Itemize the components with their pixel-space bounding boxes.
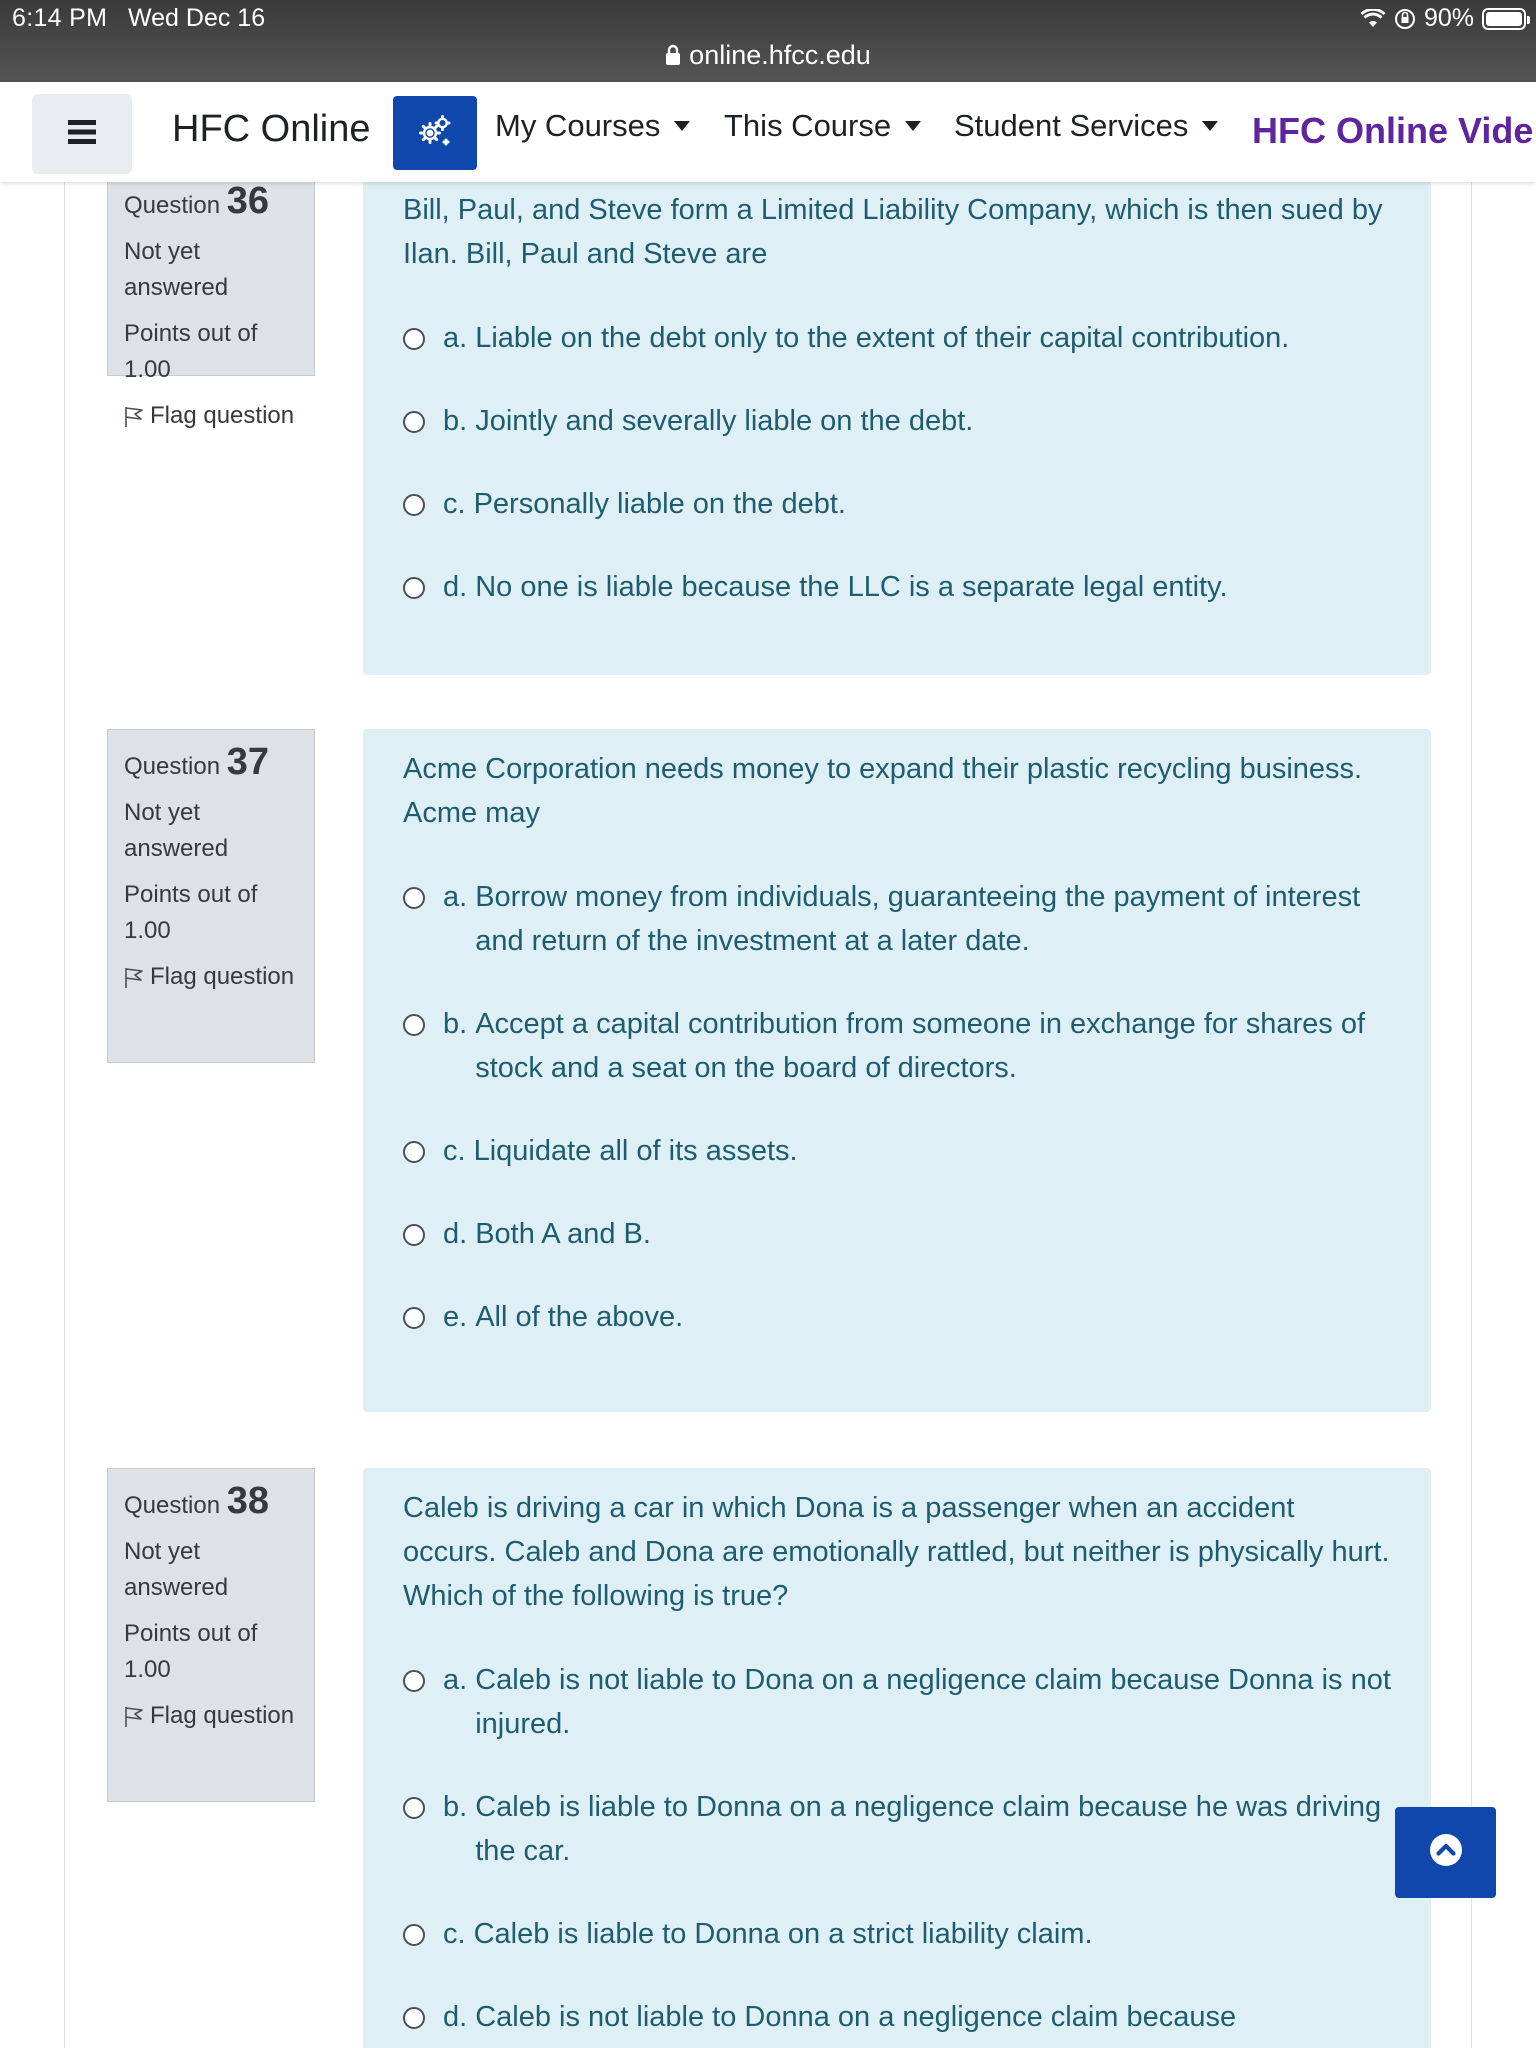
radio-button[interactable] <box>403 1224 425 1246</box>
lock-icon <box>665 44 681 66</box>
question-info-37 <box>107 729 315 1063</box>
question-content-38 <box>363 1468 1431 2048</box>
address-bar[interactable] <box>0 36 1536 74</box>
ios-status-bar <box>0 0 1536 82</box>
answer-option[interactable]: a. Liable on the debt only to the extent of their capital contribution. <box>403 316 1391 360</box>
site-brand[interactable]: HFC Online <box>172 108 371 150</box>
question-text-38: Caleb is driving a car in which Dona is a passenger when an accident occurs. Caleb and Dona are emotionally rattled, but neither is physically hurt. Which of the following is true? <box>403 1492 1390 1612</box>
radio-button[interactable] <box>403 887 425 909</box>
radio-button[interactable] <box>403 328 425 350</box>
question-text-36: Bill, Paul, and Steve form a Limited Liability Company, which is then sued by Ilan. Bill, Paul and Steve are <box>403 194 1383 270</box>
status-date: Wed Dec 16 <box>128 4 266 32</box>
flag-icon <box>124 398 144 428</box>
answer-option[interactable]: d. No one is liable because the LLC is a separate legal entity. <box>403 565 1391 609</box>
radio-button[interactable] <box>403 1924 425 1946</box>
flag-question-label: Flag question <box>150 402 295 429</box>
question-content-36 <box>363 182 1431 675</box>
answer-option[interactable]: c. Liquidate all of its assets. <box>403 1129 1391 1173</box>
flag-question-37[interactable] <box>124 959 298 995</box>
menu-my-courses-label: My Courses <box>495 108 661 143</box>
question-number-38: Question 38 <box>124 1480 270 1522</box>
radio-button[interactable] <box>403 494 425 516</box>
quiz-page <box>64 182 1472 2048</box>
menu-this-course-label: This Course <box>724 108 892 143</box>
flag-icon <box>124 959 144 989</box>
answer-option[interactable]: c. Caleb is liable to Donna on a strict liability claim. <box>403 1912 1391 1956</box>
question-info-36 <box>107 182 315 429</box>
question-state-37: Not yet answered <box>124 799 229 862</box>
question-state-38: Not yet answered <box>124 1538 229 1601</box>
radio-button[interactable] <box>403 1307 425 1329</box>
question-number-37: Question 37 <box>124 741 270 783</box>
url-text[interactable]: online.hfcc.edu <box>689 39 871 70</box>
nav-drawer-toggle[interactable] <box>32 94 132 174</box>
caret-down-icon <box>674 121 690 131</box>
settings-button[interactable] <box>393 96 477 170</box>
answer-option[interactable]: d. Caleb is not liable to Donna on a negligence claim because <box>403 1995 1391 2039</box>
question-state-36: Not yet answered <box>124 238 229 301</box>
answer-option[interactable]: e. All of the above. <box>403 1295 1391 1339</box>
flag-question-label: Flag question <box>150 1702 295 1729</box>
answer-option[interactable]: d. Both A and B. <box>403 1212 1391 1256</box>
top-navbar <box>0 82 1536 182</box>
radio-button[interactable] <box>403 1797 425 1819</box>
answer-option[interactable]: c. Personally liable on the debt. <box>403 482 1391 526</box>
flag-question-38[interactable] <box>124 1698 298 1734</box>
menu-student-services[interactable] <box>954 108 1218 144</box>
radio-button[interactable] <box>403 411 425 433</box>
question-content-37 <box>363 729 1431 1412</box>
orientation-lock-icon <box>1394 8 1416 30</box>
menu-my-courses[interactable] <box>495 108 690 144</box>
answer-option[interactable]: a. Borrow money from individuals, guaranteeing the payment of interest and return of the investment at a later date. <box>403 875 1391 963</box>
status-time: 6:14 PM <box>12 4 108 32</box>
caret-down-icon <box>905 121 921 131</box>
flag-question-36[interactable] <box>124 398 298 434</box>
hfc-online-videos-link[interactable]: HFC Online Vide <box>1252 110 1534 151</box>
answer-list-36 <box>403 316 1391 609</box>
hamburger-icon <box>68 119 96 150</box>
question-grade-38: Points out of 1.00 <box>124 1620 258 1683</box>
question-number-36: Question 36 <box>124 182 270 222</box>
answer-option[interactable]: a. Caleb is not liable to Dona on a negligence claim because Donna is not injured. <box>403 1658 1391 1746</box>
answer-option[interactable]: b. Caleb is liable to Donna on a negligence claim because he was driving the car. <box>403 1785 1391 1873</box>
chevron-up-icon <box>1429 1833 1463 1872</box>
radio-button[interactable] <box>403 1141 425 1163</box>
radio-button[interactable] <box>403 1014 425 1036</box>
answer-option[interactable]: b. Accept a capital contribution from someone in exchange for shares of stock and a seat on the board of directors. <box>403 1002 1391 1090</box>
flag-icon <box>124 1698 144 1728</box>
question-info-38 <box>107 1468 315 1802</box>
question-text-37: Acme Corporation needs money to expand their plastic recycling business. Acme may <box>403 753 1363 829</box>
caret-down-icon <box>1202 121 1218 131</box>
question-grade-36: Points out of 1.00 <box>124 320 258 383</box>
battery-percent: 90% <box>1423 4 1474 32</box>
radio-button[interactable] <box>403 2007 425 2029</box>
answer-option[interactable]: b. Jointly and severally liable on the debt. <box>403 399 1391 443</box>
answer-list-38 <box>403 1658 1391 2039</box>
flag-question-label: Flag question <box>150 963 295 990</box>
gears-icon <box>418 115 452 152</box>
status-indicators <box>1360 4 1526 33</box>
radio-button[interactable] <box>403 577 425 599</box>
wifi-icon <box>1360 9 1386 29</box>
menu-this-course[interactable] <box>724 108 921 144</box>
answer-list-37 <box>403 875 1391 1339</box>
battery-icon <box>1482 8 1526 30</box>
radio-button[interactable] <box>403 1670 425 1692</box>
menu-student-services-label: Student Services <box>954 108 1189 143</box>
back-to-top-button[interactable] <box>1395 1807 1496 1898</box>
question-grade-37: Points out of 1.00 <box>124 881 258 944</box>
